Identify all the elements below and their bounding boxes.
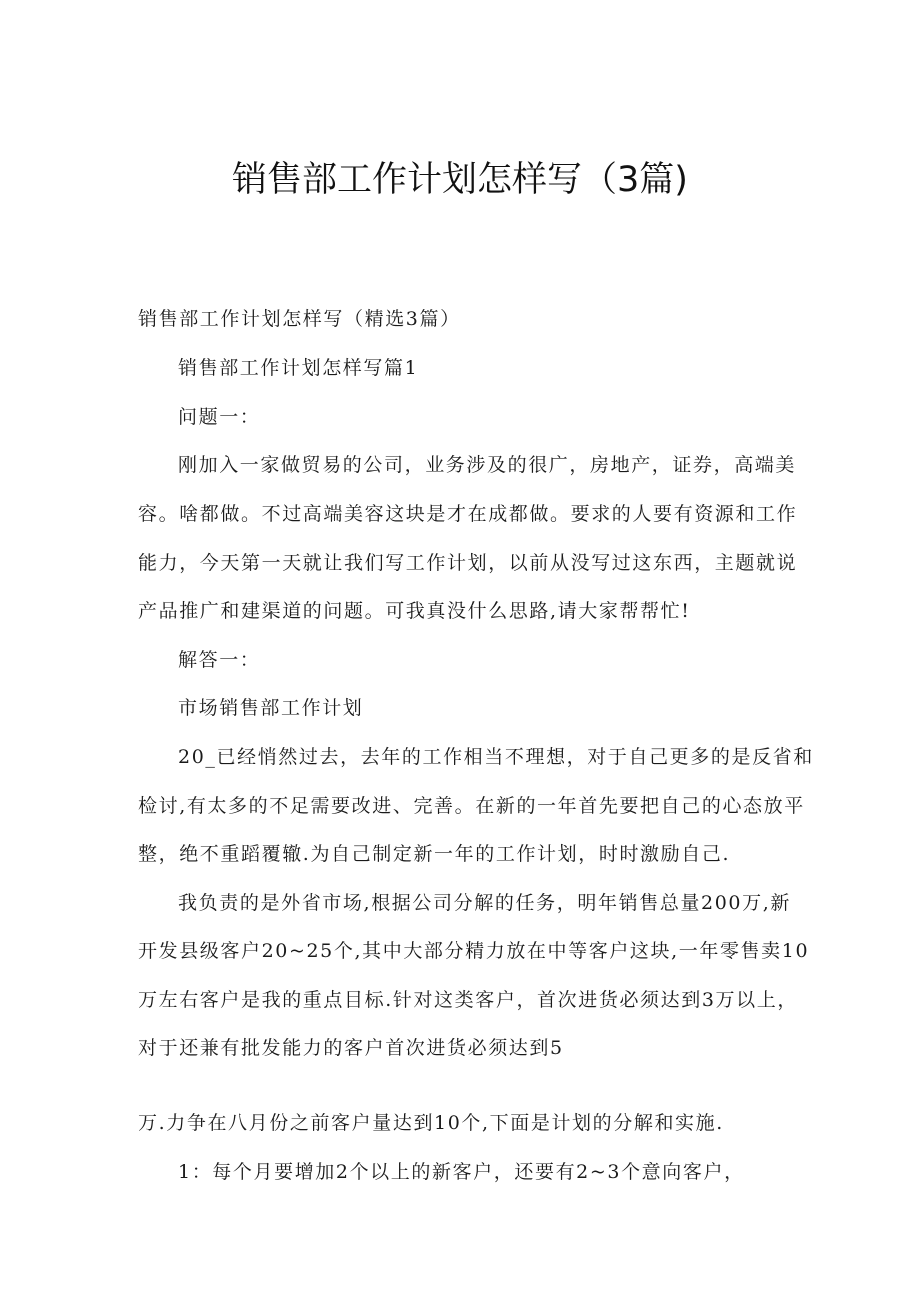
paragraph-line: 检讨,有太多的不足需要改进、完善。在新的一年首先要把自己的心态放平 — [138, 795, 805, 817]
question-line: 产品推广和建渠道的问题。可我真没什么思路,请大家帮帮忙! — [138, 600, 691, 622]
paragraph-line: 对于还兼有批发能力的客户首次进货必须达到5 — [138, 1037, 564, 1059]
question-line: 容。啥都做。不过高端美容这块是才在成都做。要求的人要有资源和工作 — [138, 503, 798, 525]
article-title: 销售部工作计划怎样写篇1 — [178, 357, 419, 379]
document-subtitle: 销售部工作计划怎样写（精选3篇） — [138, 308, 461, 330]
plan-item: 1：每个月要增加2个以上的新客户，还要有2~3个意向客户， — [178, 1161, 745, 1183]
paragraph-line: 我负责的是外省市场,根据公司分解的任务，明年销售总量200万,新 — [178, 892, 791, 914]
question-line: 刚加入一家做贸易的公司，业务涉及的很广，房地产，证券，高端美 — [178, 454, 797, 476]
paragraph-line: 万左右客户是我的重点目标.针对这类客户，首次进货必须达到3万以上， — [138, 989, 798, 1011]
paragraph-line: 20_已经悄然过去，去年的工作相当不理想，对于自己更多的是反省和 — [178, 746, 814, 768]
plan-title: 市场销售部工作计划 — [178, 697, 364, 719]
document-title: 销售部工作计划怎样写（3篇) — [232, 160, 688, 200]
answer-label: 解答一： — [178, 649, 261, 671]
question-line: 能力，今天第一天就让我们写工作计划，以前从没写过这东西，主题就说 — [138, 552, 798, 574]
question-label: 问题一： — [178, 406, 261, 428]
paragraph-line: 万.力争在八月份之前客户量达到10个,下面是计划的分解和实施. — [138, 1112, 724, 1134]
paragraph-line: 开发县级客户20~25个,其中大部分精力放在中等客户这块,一年零售卖10 — [138, 940, 810, 962]
paragraph-line: 整，绝不重蹈覆辙.为自己制定新一年的工作计划，时时激励自己. — [138, 843, 731, 865]
